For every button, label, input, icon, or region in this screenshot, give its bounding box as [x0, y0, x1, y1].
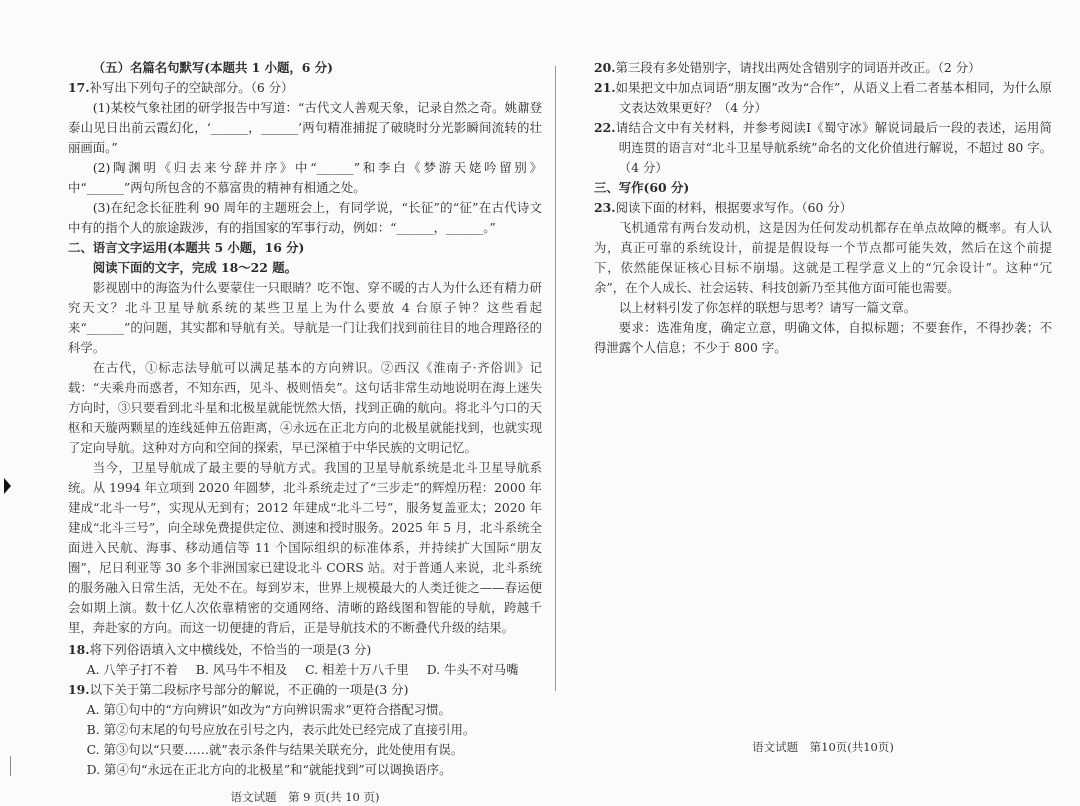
- scan-mark: [10, 756, 11, 776]
- question-18: [68, 640, 542, 660]
- q19-option-a: A. 第①句中的“方向辨识”如改为“方向辨识需求”更符合搭配习惯。: [86, 702, 451, 717]
- section3-title: 三、写作(60 分): [594, 180, 690, 195]
- question-23: [594, 198, 1052, 218]
- question-20: [594, 58, 1052, 78]
- writing-requirements: 要求：选准角度，确定立意，明确文体，自拟标题；不要套作，不得抄袭；不得泄露个人信息；不少于 800 字。: [594, 320, 1052, 355]
- left-page: [68, 58, 542, 806]
- question-stem: 阅读下面的材料，根据要求写作。（60 分）: [615, 200, 853, 215]
- question-stem: 以下关于第二段标序号部分的解说，不正确的一项是(3 分): [89, 682, 409, 697]
- writing-prompt: 以上材料引发了你怎样的联想与思考？请写一篇文章。: [618, 300, 917, 315]
- question-17: [68, 78, 542, 98]
- q17-item-3: (3)在纪念长征胜利 90 周年的主题班会上，有同学说，“长征”的“征”在古代诗文中有的指个人的旅途跋涉，有的指国家的军事行动，例如：“______，______。”: [68, 200, 542, 235]
- passage-paragraph-2: 在古代，①标志法导航可以满足基本的方向辨识。②西汉《淮南子·齐俗训》记载：“夫乘舟而惑者，不知东西，见斗、极则悟矣”。这句话非常生动地说明在海上迷失方向时，③只要看到北斗星和北极星就能恍然大悟，找到正确的航向。将北斗勺口的天枢和天璇两颗星的连线延伸五倍距离，④永远在正北方向的北极星就能找到，也就实现了定向导航。这种对方向和空间的探索，早已深植于中华民族的文明记忆。: [68, 360, 542, 455]
- writing-material: 飞机通常有两台发动机，这是因为任何发动机都存在单点故障的概率。有人认为，真正可靠的系统设计，前提是假设每一个节点都可能失效，然后在这个前提下，依然能保证核心目标不崩塌。这就是工程学意义上的“冗余设计”。这种“冗余”，在个人成长、社会运转、科技创新乃至其他方面可能也需要。: [594, 220, 1052, 295]
- question-number: 17.: [68, 80, 90, 95]
- question-number: 22.: [594, 120, 616, 135]
- question-stem: 将下列俗语填入文中横线处，不恰当的一项是(3 分): [89, 642, 372, 657]
- left-page-footer: 语文试题 第 9 页(共 10 页): [230, 790, 380, 804]
- question-text: 如果把文中加点词语“朋友圈”改为“合作”，从语义上看二者基本相同，为什么原文表达效果更好？（4 分）: [615, 80, 1052, 115]
- right-page: [594, 58, 1052, 358]
- question-text: 第三段有多处错别字，请找出两处含错别字的词语并改正。（2 分）: [615, 60, 981, 75]
- q18-options: [68, 660, 542, 680]
- question-number: 21.: [594, 80, 616, 95]
- q19-option-b: B. 第②句末尾的句号应放在引号之内，表示此处已经完成了直接引用。: [86, 722, 476, 737]
- question-text: 请结合文中有关材料，并参考阅读Ⅰ《蜀守冰》解说词最后一段的表述，运用简明连贯的语言对“北斗卫星导航系统”命名的文化价值进行解说，不超过 80 字。（4 分）: [615, 120, 1052, 175]
- reading-instruction: 阅读下面的文字，完成 18～22 题。: [92, 260, 297, 275]
- question-number: 18.: [68, 642, 90, 657]
- q18-option-c: C. 相差十万八千里: [305, 662, 409, 677]
- question-number: 20.: [594, 60, 616, 75]
- q19-option-c: C. 第③句以“只要……就”表示条件与结果关联充分，此处使用有误。: [86, 742, 464, 757]
- q19-option-d: D. 第④句“永远在正北方向的北极星”和“就能找到”可以调换语序。: [86, 762, 452, 777]
- page-turn-arrow-icon[interactable]: [4, 478, 11, 494]
- q18-option-b: B. 风马牛不相及: [195, 662, 288, 677]
- q18-option-a: A. 八竿子打不着: [86, 662, 178, 677]
- section5-title: （五）名篇名句默写(本题共 1 小题，6 分): [92, 60, 333, 75]
- question-21: [594, 78, 1052, 118]
- q17-item-2: (2)陶渊明《归去来兮辞并序》中“______”和李白《梦游天姥吟留别》中“______”两句所包含的不慕富贵的精神有相通之处。: [68, 160, 542, 195]
- question-number: 23.: [594, 200, 616, 215]
- q17-item-1: (1)某校气象社团的研学报告中写道：“古代文人善观天象，记录自然之奇。姚鼐登泰山见日出前云霞幻化，‘______，______’两句精准捕捉了破晓时分光影瞬间流转的壮丽画面。”: [68, 100, 542, 155]
- section2-title: 二、语言文字运用(本题共 5 小题，16 分): [68, 240, 305, 255]
- question-stem: 补写出下列句子的空缺部分。（6 分）: [89, 80, 294, 95]
- right-page-footer: 语文试题 第10页(共10页): [752, 740, 894, 754]
- page-divider: [555, 66, 556, 691]
- passage-paragraph-3: 当今，卫星导航成了最主要的导航方式。我国的卫星导航系统是北斗卫星导航系统。从 1994 年立项到 2020 年圆梦，北斗系统走过了“三步走”的辉煌历程：2000 年建成“北斗一号”，实现从无到有；2012 年建成“北斗二号”，服务复盖亚太；2020 年建成“北斗三号”，向全球免费提供定位、测速和授时服务。2025 年 5 月，北斗系统全面进入民航、海事、移动通信等 11 个国际组织的标准体系，并持续扩大国际“朋友圈”，尼日利亚等 30 多个非洲国家已建设北斗 CORS 站。对于普通人来说，北斗系统的服务融入日常生活，无处不在。每到岁末，世界上规模最大的人类迁徙之——春运便会如期上演。数十亿人次依靠精密的交通网络、清晰的路线图和智能的导航，跨越千里，奔赴家的方向。而这一切便捷的背后，正是导航技术的不断叠代升级的结果。: [68, 460, 542, 635]
- q18-option-d: D. 牛头不对马嘴: [426, 662, 519, 677]
- question-number: 19.: [68, 682, 90, 697]
- passage-paragraph-1: 影视剧中的海盗为什么要蒙住一只眼睛？吃不饱、穿不暖的古人为什么还有精力研究天文？北斗卫星导航系统的某些卫星上为什么要放 4 台原子钟？这些看起来“______”的问题，其实都和导航有关。导航是一门让我们找到前往目的地合理路径的科学。: [68, 280, 542, 355]
- question-19: [68, 680, 542, 700]
- question-22: [594, 118, 1052, 178]
